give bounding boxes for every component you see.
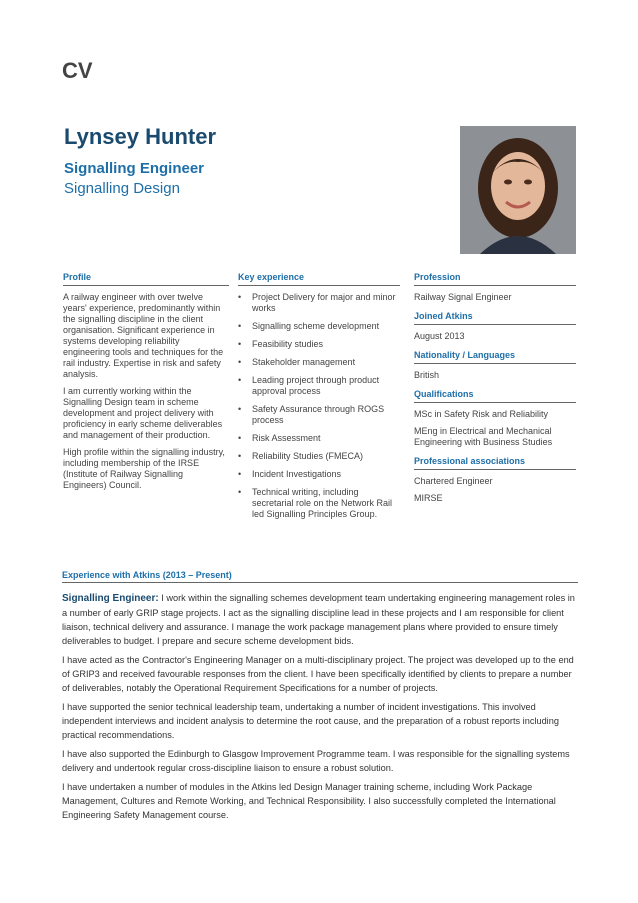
item-text: Reliability Studies (FMECA) [252,451,364,461]
experience-paragraph: I have acted as the Contractor's Engineering Manager on a multi-disciplinary project. The project was developed up to the end of GRIP3 and received favourable responses from the client. I have been specifically identified by clients to prepare a number of deliverables, notably the Operational Requirement Specifications for a number of projects. [62,655,574,693]
joined-heading: Joined Atkins [414,311,576,325]
item-text: Technical writing, including secretarial role on the Network Rail led Signalling Principles Group. [252,487,393,519]
experience-text: I work within the signalling schemes development team undertaking engineering management roles in a number of early GRIP stage projects. I act as the signalling discipline lead in these projects and I am responsible for client liaison, technical delivery and assurance. I manage the work package management plans where provided to ensure timely deliverables to budget. I prepare and secure scheme development bids. [62,593,575,646]
bullet-icon: • [238,469,242,479]
item-text: Leading project through product approval process [252,375,380,396]
bullet-icon: • [238,451,242,461]
item-text: Signalling scheme development [252,321,380,331]
profession-column [414,272,576,510]
experience-paragraph: I have undertaken a number of modules in the Atkins led Design Manager training scheme, including Work Package Management, Cultures and Remote Working, and Technical Responsibility. I also successfully completed the International Engineering Safety Management course. [62,782,556,820]
profession-heading: Profession [414,272,576,286]
bullet-icon: • [238,375,242,385]
item-text: Stakeholder management [252,357,356,367]
item-text: Safety Assurance through ROGS process [252,404,385,425]
key-experience-list [238,292,400,520]
department: Signalling Design [64,180,180,197]
nationality-value: British [414,370,440,380]
bullet-icon: • [238,487,242,497]
list-item [238,321,400,332]
qualification-item: MEng in Electrical and Mechanical Engineering with Business Studies [414,426,553,447]
item-text: Risk Assessment [252,433,321,443]
qualifications-heading: Qualifications [414,389,576,403]
bullet-icon: • [238,339,242,349]
bullet-icon: • [238,321,242,331]
key-experience-column [238,272,400,527]
profile-column [63,272,229,497]
list-item [238,451,400,462]
item-text: Project Delivery for major and minor works [252,292,396,313]
bullet-icon: • [238,292,242,302]
profile-paragraph: High profile within the signalling industry, including membership of the IRSE (Institute of Railway Signalling Engineers) Council. [63,447,225,490]
nationality-heading: Nationality / Languages [414,350,576,364]
item-text: Incident Investigations [252,469,342,479]
job-title: Signalling Engineer [64,160,205,177]
association-item: MIRSE [414,493,443,503]
joined-value: August 2013 [414,331,465,341]
person-name: Lynsey Hunter [64,124,217,149]
list-item [238,469,400,480]
profile-paragraph: A railway engineer with over twelve years' experience, predominantly within the signalling discipline in the client organisation. Significant experience in systems developing reliability engineering tools and techniques for the rail industry. Expertise in risk and safety analysis. [63,292,224,379]
bullet-icon: • [238,357,242,367]
cv-title: CV [62,58,93,83]
list-item [238,404,400,426]
list-item [238,339,400,350]
bullet-icon: • [238,433,242,443]
list-item [238,433,400,444]
key-experience-heading: Key experience [238,272,400,286]
list-item [238,292,400,314]
experience-section [62,570,578,827]
qualification-item: MSc in Safety Risk and Reliability [414,409,549,419]
experience-paragraph: I have supported the senior technical leadership team, undertaking a number of incident investigations. This involved independent interviews and incident analysis to determine the root cause, and the preparation of a robust reports including practical recommendations. [62,702,559,740]
list-item [238,375,400,397]
associations-heading: Professional associations [414,456,576,470]
profile-photo [460,126,576,254]
profile-paragraph: I am currently working within the Signalling Design team in scheme development and project delivery with proficiency in early scheme deliverables and management of their production. [63,386,223,440]
role-title: Signalling Engineer: [62,593,159,604]
bullet-icon: • [238,404,242,414]
experience-paragraph: I have also supported the Edinburgh to Glasgow Improvement Programme team. I was responsible for the signalling systems delivery and undertook regular cross-discipline liaison to ensure a robust solution. [62,749,570,773]
item-text: Feasibility studies [252,339,324,349]
profile-heading: Profile [63,272,229,286]
profession-value: Railway Signal Engineer [414,292,512,302]
list-item [238,357,400,368]
experience-heading: Experience with Atkins (2013 – Present) [62,570,578,583]
association-item: Chartered Engineer [414,476,493,486]
portrait-image [460,126,576,254]
experience-paragraph [62,591,578,648]
list-item [238,487,400,520]
